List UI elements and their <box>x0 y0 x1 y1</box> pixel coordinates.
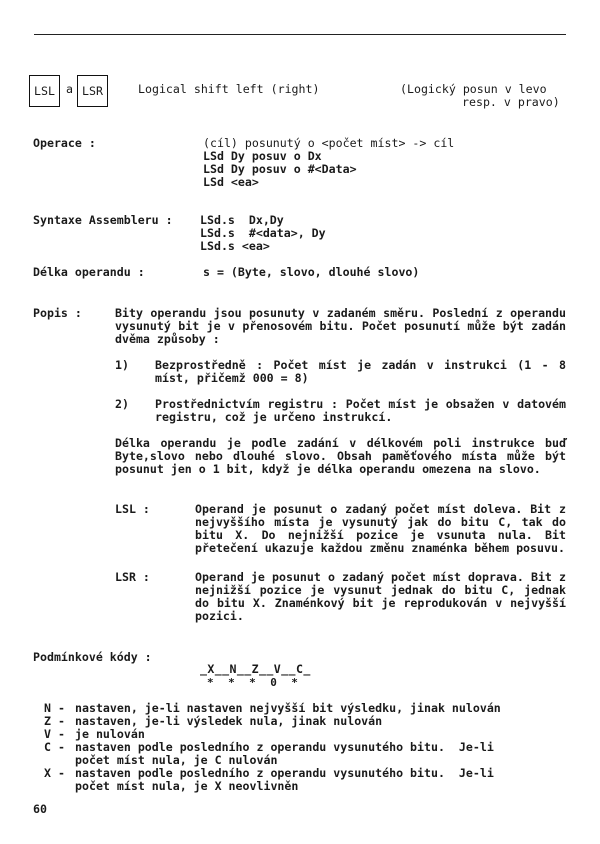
syntaxe-line-1: LSd.s Dx,Dy <box>200 213 284 227</box>
lsl-description: Operand je posunut o zadaný počet míst doleva. Bit z nejvyššího místa je vysunutý jak do bitu C, tak do bitu X. Do nejnižší pozice je vsunuta nula. Bit přetečení ukazuje každou změnu znaménka během posuvu. <box>195 502 566 555</box>
popis-item2-number: 2) <box>115 397 129 411</box>
operace-line-2: LSd Dy posuv o Dx <box>203 149 322 163</box>
lsl-label: LSL : <box>115 502 150 516</box>
lsr-box: LSR <box>77 75 108 107</box>
flag-n-key: N - <box>44 701 65 715</box>
flag-x-continuation: počet míst nula, je X neovlivněn <box>75 779 299 793</box>
czech-title-line1: (Logický posun v levo <box>400 82 547 96</box>
czech-title-line2: resp. v pravo) <box>462 95 560 109</box>
popis-label: Popis : <box>33 306 82 320</box>
lsr-description: Operand je posunut o zadaný počet míst doprava. Bit z nejnižší pozice je vysunut jednak do bitu C, jednak do bitu X. Znaménkový bit je reprodukován v nejvyšší pozici. <box>195 570 566 623</box>
flag-c-continuation: počet míst nula, je C nulován <box>75 753 278 767</box>
flag-x-text: nastaven podle posledního z operandu vysunutého bitu. Je-li <box>75 766 494 780</box>
popis-length-paragraph: Délka operandu je podle zadání v délkovém poli instrukce buď Byte,slovo nebo dlouhé slovo. Obsah paměťového místa může být posunut jen o 1 bit, když je délka operandu omezena na slovo. <box>115 436 566 476</box>
syntaxe-line-3: LSd.s <ea> <box>200 239 270 253</box>
operace-line-1: (cíl) posunutý o <počet míst> -> cíl <box>203 136 455 150</box>
popis-item2-text: Prostřednictvím registru : Počet míst je obsažen v datovém registru, což je určeno instrukcí. <box>155 397 566 424</box>
flag-v-key: V - <box>44 727 65 741</box>
operace-label: Operace : <box>33 136 96 150</box>
delka-value: s = (Byte, slovo, dlouhé slovo) <box>203 265 420 279</box>
top-rule <box>34 34 566 35</box>
flag-n-text: nastaven, je-li nastaven nejvyšší bit výsledku, jinak nulován <box>75 701 501 715</box>
flag-z-text: nastaven, je-li výsledek nula, jinak nulován <box>75 714 383 728</box>
syntaxe-line-2: LSd.s #<data>, Dy <box>200 226 326 240</box>
delka-label: Délka operandu : <box>33 265 145 279</box>
page-number: 60 <box>33 802 47 816</box>
flag-z-key: Z - <box>44 714 65 728</box>
popis-intro: Bity operandu jsou posunuty v zadaném směru. Poslední z operandu vysunutý bit je v přenosovém bitu. Počet posunutí může být zadán dvěma způsoby : <box>115 306 566 346</box>
lsr-label: LSR : <box>115 570 150 584</box>
popis-item1-number: 1) <box>115 358 129 372</box>
operace-line-3: LSd Dy posuv o #<Data> <box>203 162 357 176</box>
instruction-title: Logical shift left (right) <box>138 82 320 96</box>
flag-v-text: je nulován <box>75 727 145 741</box>
flag-c-key: C - <box>44 740 65 754</box>
condition-stars-line: * * * 0 * <box>200 676 306 689</box>
operace-line-4: LSd <ea> <box>203 175 259 189</box>
popis-item1-text: Bezprostředně : Počet míst je zadán v instrukci (1 - 8 míst, přičemž 000 = 8) <box>155 358 566 385</box>
podminkove-label: Podmínkové kódy : <box>33 650 152 664</box>
connector-a: a <box>66 82 73 96</box>
syntaxe-label: Syntaxe Assembleru : <box>33 213 173 227</box>
flag-x-key: X - <box>44 766 65 780</box>
lsl-box: LSL <box>29 75 60 107</box>
condition-flags-line: _X__N__Z__V__C_ <box>200 662 311 676</box>
flag-c-text: nastaven podle posledního z operandu vysunutého bitu. Je-li <box>75 740 494 754</box>
